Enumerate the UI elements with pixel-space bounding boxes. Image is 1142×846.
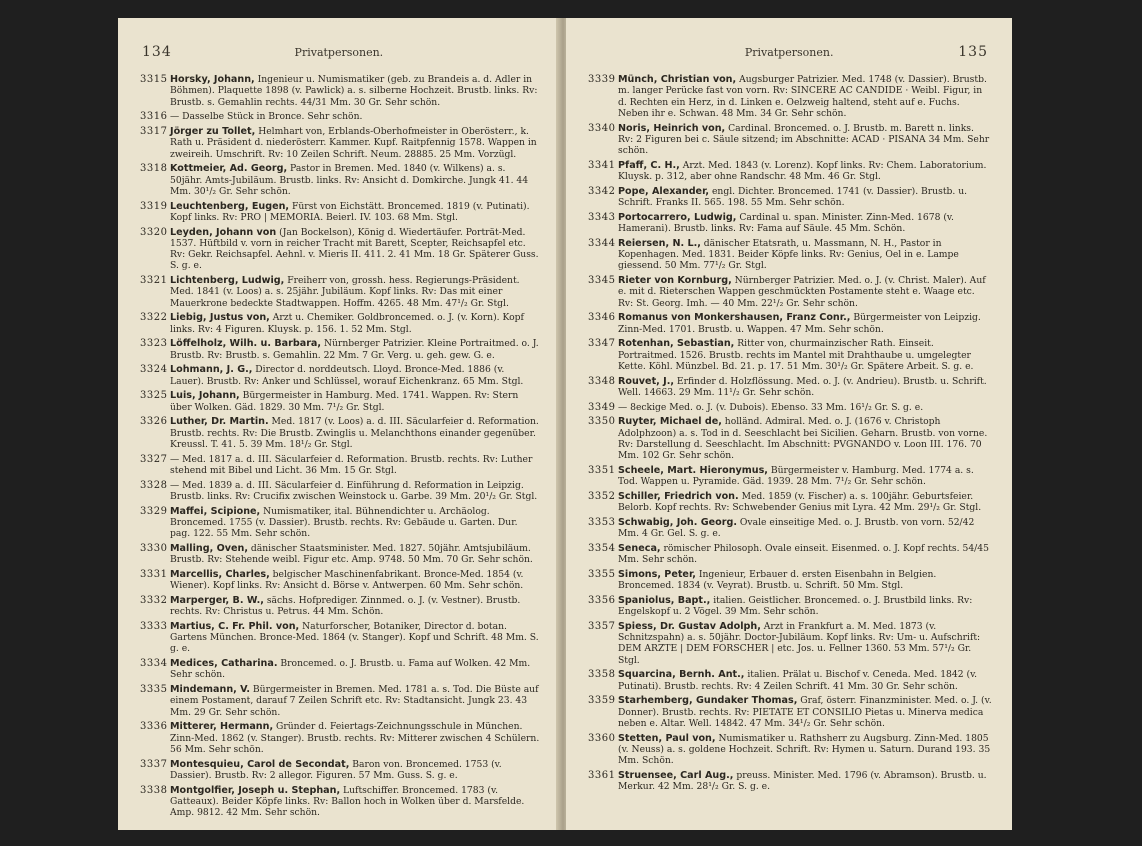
entry-text [618, 238, 992, 272]
entry-text [618, 123, 992, 157]
catalog-entry [588, 770, 992, 793]
catalog-entry [588, 695, 992, 729]
entry-text [618, 338, 992, 372]
catalog-entry [588, 160, 992, 183]
entry-person-name: Luther, Dr. Martin. [170, 416, 269, 428]
entry-description: Erfinder d. Holzflössung. Med. o. J. (v. Andrieu). Brustb. u. Schrift. Well. 14663. 29 Mm. 11¹/₂ Gr. Sehr schön. [618, 375, 987, 398]
entry-description: Arzt. Med. 1843 (v. Lorenz). Kopf links. Rv: Chem. Laboratorium. Kluysk. p. 312, aber ohne Randschr. 48 Mm. 46 Gr. Stgl. [618, 159, 987, 183]
entry-description: Director d. norddeutsch. Lloyd. Bronce-Med. 1886 (v. Lauer). Brustb. Rv: Anker und Schlüssel, worauf Eichenkranz. 65 Mm. Stgl. [170, 364, 524, 387]
entry-description: Med. 1859 (v. Fischer) a. s. 100jähr. Geburtsfeier. Belorb. Kopf rechts. Rv: Schwebender Genius mit Lyra. 42 Mm. 29¹/₂ Gr. Stgl. [618, 490, 982, 514]
entry-text [618, 517, 992, 540]
catalog-entry [588, 465, 992, 488]
entry-person-name: Medices, Catharina. [170, 658, 278, 670]
entry-description: Fürst von Eichstätt. Broncemed. 1819 (v. Putinati). Kopf links. Rv: PRO | MEMORIA. Beierl. IV. 103. 68 Mm. Stgl. [170, 200, 530, 223]
entry-number: 3326 [140, 416, 168, 428]
catalog-entry [140, 658, 540, 681]
entry-person-name: Rieter von Kornburg, [618, 275, 732, 287]
entry-number: 3318 [140, 163, 168, 175]
entry-description: Numismatiker u. Rathsherr zu Augsburg. Zinn-Med. 1805 (v. Neuss) a. s. goldene Hochzeit. Schrift. Rv: Hymen u. Saturn. Durand 193. 35 Mm. Schön. [618, 732, 991, 767]
entry-description: Arzt u. Chemiker. Goldbroncemed. o. J. (v. Korn). Kopf links. Rv: 4 Figuren. Kluysk. p. 156. 1. 52 Mm. Stgl. [170, 312, 524, 335]
entry-text [170, 569, 540, 592]
entry-number: 3343 [588, 211, 616, 223]
catalog-entry [140, 721, 540, 755]
catalog-entry [140, 111, 540, 122]
entry-person-name: Marperger, B. W., [170, 594, 264, 606]
entry-text [618, 186, 992, 209]
entry-person-name: Jörger zu Tollet, [170, 125, 256, 137]
entry-text [170, 163, 540, 197]
entry-person-name: Rotenhan, Sebastian, [618, 338, 735, 350]
entry-person-name: Starhemberg, Gundaker Thomas, [618, 695, 798, 707]
entry-number: 3321 [140, 275, 168, 287]
entry-number: 3335 [140, 684, 168, 696]
entry-text [618, 569, 992, 592]
entry-person-name: Kottmeier, Ad. Georg, [170, 163, 288, 175]
entry-text [170, 126, 540, 160]
entry-number: 3350 [588, 416, 616, 428]
entry-description: italien. Prälat u. Bischof v. Ceneda. Med. 1842 (v. Putinati). Brustb. rechts. Rv: 4 Zeilen Schrift. 41 Mm. 30 Gr. Sehr schön. [618, 669, 978, 692]
entry-person-name: Horsky, Johann, [170, 74, 255, 85]
entry-number: 3341 [588, 159, 616, 171]
entry-number: 3337 [140, 758, 168, 770]
entry-number: 3339 [588, 74, 616, 85]
catalog-entry [588, 123, 992, 157]
entry-description: engl. Dichter. Broncemed. 1741 (v. Dassier). Brustb. u. Schrift. Franks II. 565. 198. 55 Mm. Sehr schön. [618, 185, 968, 209]
entry-number: 3323 [140, 338, 168, 350]
catalog-entry [588, 543, 992, 566]
entry-description: Nürnberger Patrizier. Kleine Portraitmed. o. J. Brustb. Rv: Brustb. s. Gemahlin. 22 Mm. 7 Gr. Verg. u. geh. gew. G. e. [170, 338, 539, 361]
entry-text [618, 669, 992, 692]
entry-number: 3344 [588, 237, 616, 249]
catalog-entry [588, 595, 992, 618]
catalog-entry [588, 212, 992, 235]
entry-number: 3348 [588, 375, 616, 387]
entry-description: Ingenieur u. Numismatiker (geb. zu Brandeis a. d. Adler in Böhmen). Plaquette 1898 (v. Pawlick) a. s. silberne Hochzeit. Brustb. links. Rv: Brustb. s. Gemahlin rechts. 44/31 Mm. 30 Gr. Sehr schön. [170, 74, 538, 108]
entry-person-name: Seneca, [618, 542, 661, 554]
entry-person-name: Simons, Peter, [618, 568, 696, 580]
entry-description: römischer Philosoph. Ovale einseit. Eisenmed. o. J. Kopf rechts. 54/45 Mm. Sehr schön. [618, 542, 989, 566]
catalog-entry [140, 684, 540, 718]
catalog-entry [588, 338, 992, 372]
entry-person-name: Schiller, Friedrich von. [618, 490, 739, 502]
entry-person-name: Pfaff, C. H., [618, 159, 680, 171]
entry-description: — Dasselbe Stück in Bronce. Sehr schön. [170, 111, 363, 123]
entry-number: 3328 [140, 479, 168, 491]
entry-person-name: Marcellis, Charles, [170, 568, 270, 580]
entry-number: 3355 [588, 568, 616, 580]
catalog-entry [588, 733, 992, 767]
entry-number: 3334 [140, 658, 168, 670]
entry-text [170, 785, 540, 819]
entry-description: Helmhart von, Erblands-Oberhofmeister in Oberösterr., k. Rath u. Präsident d. niederösterr. Kammer. Kupf. Raitpfennig 1578. Wappen in zweireih. Umschrift. Rv: 10 Zeilen Schrift. Neum. 28885. 25 Mm. Vorzügl. [170, 125, 537, 160]
entry-description: belgischer Maschinenfabrikant. Bronce-Med. 1854 (v. Wiener). Kopf links. Rv: Ansicht d. Börse v. Antwerpen. 60 Mm. Sehr schön. [170, 568, 524, 592]
entry-text [170, 721, 540, 755]
entry-number: 3332 [140, 594, 168, 606]
entry-description: Naturforscher, Botaniker, Director d. botan. Gartens München. Bronce-Med. 1864 (v. Stanger). Kopf und Schrift. 48 Mm. S. g. e. [170, 620, 539, 655]
entry-text [618, 733, 992, 767]
entry-person-name: Montgolfier, Joseph u. Stephan, [170, 784, 341, 796]
entry-number: 3330 [140, 542, 168, 554]
entry-number: 3347 [588, 338, 616, 350]
entry-person-name: Ruyter, Michael de, [618, 416, 722, 428]
entry-text [170, 227, 540, 272]
right-page-number: 135 [958, 44, 988, 60]
entry-description: Cardinal. Broncemed. o. J. Brustb. m. Barett n. links. Rv: 2 Figuren bei c. Säule sitzend; im Abschnitte: ACAD · PISANA 34 Mm. Sehr schön. [618, 122, 990, 157]
entry-text [618, 402, 992, 413]
entry-person-name: Montesquieu, Carol de Secondat, [170, 758, 350, 770]
entry-text [170, 543, 540, 566]
right-page-title: Privatpersonen. [744, 46, 834, 59]
entry-text [170, 416, 540, 450]
left-page-number: 134 [142, 44, 172, 60]
entry-person-name: Rouvet, J., [618, 375, 674, 387]
entry-description: (Jan Bockelson), König d. Wiedertäufer. Porträt-Med. 1537. Hüftbild v. vorn in reicher Tracht mit Barett, Scepter, Reichsapfel etc. Rv: Gekr. Reichsapfel. Aehnl. v. Mieris II. 411. 2. 41 Mm. 18 Gr. Späterer Guss. S. g. e. [170, 226, 539, 272]
entry-description: Numismatiker, ital. Bühnendichter u. Archäolog. Broncemed. 1755 (v. Dassier). Brustb. rechts. Rv: Gebäude u. Garten. Dur. pag. 122. 55 Mm. Sehr schön. [170, 505, 518, 540]
entry-person-name: Münch, Christian von, [618, 74, 737, 85]
entry-text [618, 595, 992, 618]
entry-description: Med. 1817 (v. Loos) a. d. III. Säcularfeier d. Reformation. Brustb. rechts. Rv: Die Brustb. Zwinglis u. Melanchthons einander gegenüber. Kreussl. T. 41. 5. 39 Mm. 18¹/₂ Gr. Stgl. [170, 416, 539, 450]
entry-person-name: Mitterer, Hermann, [170, 721, 274, 733]
entry-text [618, 770, 992, 793]
left-running-head [142, 44, 536, 64]
entry-number: 3349 [588, 401, 616, 413]
entry-person-name: Mindemann, V. [170, 684, 250, 696]
entry-number: 3320 [140, 226, 168, 238]
entry-description: Ovale einseitige Med. o. J. Brustb. von vorn. 52/42 Mm. 4 Gr. Gel. S. g. e. [618, 516, 975, 540]
entry-text [170, 595, 540, 618]
entry-number: 3345 [588, 275, 616, 287]
right-page [566, 18, 1012, 830]
entry-text [170, 658, 540, 681]
entry-description: Cardinal u. span. Minister. Zinn-Med. 1678 (v. Hamerani). Brustb. links. Rv: Fama auf Säule. 45 Mm. Schön. [618, 211, 954, 235]
entry-text [170, 111, 540, 122]
left-entry-list [140, 74, 540, 822]
entry-person-name: Leuchtenberg, Eugen, [170, 200, 290, 212]
entry-person-name: Maffei, Scipione, [170, 505, 261, 517]
catalog-entry [588, 517, 992, 540]
entry-person-name: Lichtenberg, Ludwig, [170, 275, 285, 287]
entry-description: Ritter von, churmainzischer Rath. Einseit. Portraitmed. 1526. Brustb. rechts im Mantel mit Drahthaube u. umgelegter Kette. Köhl. Münzbel. Bd. 21. p. 17. 51 Mm. 30¹/₂ Gr. Spätere Arbeit. S. g. e. [618, 338, 974, 372]
entry-number: 3338 [140, 784, 168, 796]
entry-person-name: Martius, C. Fr. Phil. von, [170, 620, 300, 632]
entry-number: 3346 [588, 312, 616, 324]
entry-description: dänischer Staatsminister. Med. 1827. 50jähr. Amtsjubiläum. Brustb. Rv: Stehende weibl. Figur etc. Amp. 9748. 50 Mm. 70 Gr. Sehr schön. [170, 542, 533, 566]
catalog-entry [140, 163, 540, 197]
catalog-entry [140, 569, 540, 592]
entry-person-name: Pope, Alexander, [618, 185, 710, 197]
entry-person-name: Spaniolus, Bapt., [618, 594, 711, 606]
catalog-entry [140, 126, 540, 160]
catalog-entry [588, 312, 992, 335]
catalog-entry [140, 312, 540, 335]
entry-description: Baron von. Broncemed. 1753 (v. Dassier). Brustb. Rv: 2 allegor. Figuren. 57 Mm. Guss. S. g. e. [170, 758, 502, 781]
entry-description: Graf, österr. Finanzminister. Med. o. J. (v. Donner). Brustb. rechts. Rv: PIETATE ET CONSILIO Pietas u. Minerva medica neben e. Altar. Well. 14842. 47 Mm. 34¹/₂ Gr. Sehr schön. [618, 695, 992, 729]
entry-description: italien. Geistlicher. Broncemed. o. J. Brustbild links. Rv: Engelskopf u. 2 Vögel. 39 Mm. Sehr schön. [618, 594, 973, 618]
entry-description: dänischer Etatsrath, u. Massmann, N. H., Pastor in Kopenhagen. Med. 1831. Beider Köpfe links. Rv: Genius, Oel in e. Lampe giessend. 50 Mm. 77¹/₂ Gr. Stgl. [618, 237, 959, 272]
entry-person-name: Struensee, Carl Aug., [618, 769, 734, 781]
entry-description: — 8eckige Med. o. J. (v. Dubois). Ebenso. 33 Mm. 16¹/₂ Gr. S. g. e. [618, 401, 924, 413]
entry-text [618, 621, 992, 666]
entry-number: 3352 [588, 490, 616, 502]
entry-text [618, 312, 992, 335]
catalog-entry [588, 402, 992, 413]
entry-description: Bürgermeister v. Hamburg. Med. 1774 a. s. Tod. Wappen u. Pyramide. Gäd. 1939. 28 Mm. 7¹/₂ Gr. Sehr schön. [618, 464, 974, 488]
entry-text [170, 338, 540, 361]
entry-number: 3360 [588, 732, 616, 744]
entry-person-name: Stetten, Paul von, [618, 732, 716, 744]
entry-text [618, 275, 992, 309]
entry-person-name: Leyden, Johann von [170, 226, 277, 238]
entry-number: 3317 [140, 125, 168, 137]
right-running-head [590, 44, 988, 64]
entry-description: Nürnberger Patrizier. Med. o. J. (v. Christ. Maler). Auf e. mit d. Rieterschen Wappen geschmückten Postamente steht e. Waage etc. Rv: St. Georg. Imh. — 40 Mm. 22¹/₂ Gr. Sehr schön. [618, 275, 986, 309]
entry-number: 3357 [588, 620, 616, 632]
entry-text [618, 416, 992, 461]
catalog-entry [140, 759, 540, 782]
entry-text [170, 759, 540, 782]
entry-text [618, 160, 992, 183]
entry-number: 3358 [588, 669, 616, 681]
entry-text [170, 621, 540, 655]
entry-person-name: Spiess, Dr. Gustav Adolph, [618, 620, 761, 632]
entry-person-name: Malling, Oven, [170, 542, 248, 554]
entry-number: 3319 [140, 200, 168, 212]
entry-person-name: Scheele, Mart. Hieronymus, [618, 464, 768, 476]
entry-text [170, 201, 540, 224]
catalog-entry [140, 621, 540, 655]
entry-number: 3324 [140, 364, 168, 376]
entry-description: Ingenieur, Erbauer d. ersten Eisenbahn in Belgien. Broncemed. 1834 (v. Veyrat). Brustb. u. Schrift. 50 Mm. Stgl. [618, 568, 937, 592]
entry-description: sächs. Hofprediger. Zinnmed. o. J. (v. Vestner). Brustb. rechts. Rv: Christus u. Petrus. 44 Mm. Schön. [170, 594, 521, 618]
entry-number: 3336 [140, 721, 168, 733]
catalog-entry [140, 416, 540, 450]
entry-text [170, 390, 540, 413]
entry-description: holländ. Admiral. Med. o. J. (1676 v. Christoph Adolphzoon) a. s. Tod in d. Seeschlacht bei Sicilien. Geharn. Brustb. von vorne. Rv: Darstellung d. Seeschlacht. Im Abschnitt: PVGNANDO v. Loon III. 176. 70 Mm. 102 Gr. Sehr schön. [618, 416, 988, 462]
entry-person-name: Portocarrero, Ludwig, [618, 211, 737, 223]
entry-text [170, 74, 540, 108]
entry-person-name: Noris, Heinrich von, [618, 122, 726, 134]
entry-number: 3342 [588, 185, 616, 197]
catalog-entry [588, 186, 992, 209]
catalog-entry [588, 569, 992, 592]
entry-text [618, 465, 992, 488]
entry-person-name: Romanus von Monkershausen, Franz Conr., [618, 312, 851, 324]
entry-person-name: Lohmann, J. G., [170, 364, 253, 376]
entry-person-name: Luis, Johann, [170, 390, 240, 402]
entry-description: Luftschiffer. Broncemed. 1783 (v. Gatteaux). Beider Köpfe links. Rv: Ballon hoch in Wolken über d. Marsfelde. Amp. 9812. 42 Mm. Sehr schön. [170, 784, 525, 819]
catalog-entry [588, 669, 992, 692]
entry-person-name: Squarcina, Bernh. Ant., [618, 669, 745, 681]
entry-description: Bürgermeister in Hamburg. Med. 1741. Wappen. Rv: Stern über Wolken. Gäd. 1829. 30 Mm. 7¹/₂ Gr. Stgl. [170, 390, 519, 413]
entry-number: 3316 [140, 111, 168, 123]
entry-description: — Med. 1817 a. d. III. Säcularfeier d. Reformation. Brustb. rechts. Rv: Luther stehend mit Bibel und Licht. 36 Mm. 15 Gr. Stgl. [170, 453, 533, 476]
entry-person-name: Schwabig, Joh. Georg. [618, 516, 737, 528]
entry-text [170, 506, 540, 540]
entry-text [618, 491, 992, 514]
entry-text [170, 364, 540, 387]
entry-text [618, 543, 992, 566]
entry-description: Augsburger Patrizier. Med. 1748 (v. Dassier). Brustb. m. langer Perücke fast von vorn. Rv: SINCERE AC CANDIDE · Weibl. Figur, in d. Rechten ein Herz, in d. Linken e. Oelzweig haltend, steht auf e. Fuchs. Neben ihr e. Schwan. 48 Mm. 34 Gr. Sehr schön. [618, 74, 987, 119]
entry-description: Pastor in Bremen. Med. 1840 (v. Wilkens) a. s. 50jähr. Amts-Jubiläum. Brustb. links. Rv: Ansicht d. Domkirche. Jungk 41. 44 Mm. 30¹/₂ Gr. Sehr schön. [170, 163, 529, 197]
entry-description: preuss. Minister. Med. 1796 (v. Abramson). Brustb. u. Merkur. 42 Mm. 28¹/₂ Gr. S. g. e. [618, 769, 987, 793]
catalog-entry [588, 491, 992, 514]
entry-number: 3353 [588, 516, 616, 528]
entry-text [618, 376, 992, 399]
entry-text [618, 695, 992, 729]
entry-person-name: Löffelholz, Wilh. u. Barbara, [170, 338, 322, 350]
catalog-entry [588, 74, 992, 119]
catalog-entry [140, 480, 540, 503]
catalog-entry [140, 364, 540, 387]
catalog-entry [140, 201, 540, 224]
entry-text [170, 684, 540, 718]
entry-person-name: Liebig, Justus von, [170, 312, 270, 324]
entry-description: Bürgermeister von Leipzig. Zinn-Med. 1701. Brustb. u. Wappen. 47 Mm. Sehr schön. [618, 312, 981, 335]
catalog-entry [588, 416, 992, 461]
catalog-entry [140, 227, 540, 272]
entry-number: 3359 [588, 695, 616, 707]
entry-text [618, 212, 992, 235]
entry-description: Gründer d. Feiertags-Zeichnungsschule in München. Zinn-Med. 1862 (v. Stanger). Brustb. rechts. Rv: Mitterer zwischen 4 Schülern. 56 Mm. Sehr schön. [170, 721, 540, 755]
entry-number: 3331 [140, 568, 168, 580]
catalog-entry [140, 543, 540, 566]
entry-person-name: Reiersen, N. L., [618, 237, 701, 249]
catalog-entry [588, 376, 992, 399]
entry-description: Arzt in Frankfurt a. M. Med. 1873 (v. Schnitzspahn) a. s. 50jähr. Doctor-Jubiläum. Kopf links. Rv: Um- u. Aufschrift: DEM ARZTE | DEM FORSCHER | etc. Jos. u. Fellner 1360. 53 Mm. 57¹/₂ Gr. Stgl. [618, 620, 981, 666]
entry-number: 3333 [140, 620, 168, 632]
catalog-entry [140, 74, 540, 108]
entry-number: 3327 [140, 453, 168, 465]
entry-number: 3315 [140, 74, 168, 85]
catalog-entry [588, 275, 992, 309]
entry-number: 3322 [140, 312, 168, 324]
entry-description: Broncemed. o. J. Brustb. u. Fama auf Wolken. 42 Mm. Sehr schön. [170, 658, 531, 681]
entry-number: 3361 [588, 769, 616, 781]
entry-number: 3351 [588, 464, 616, 476]
catalog-entry [140, 785, 540, 819]
catalog-entry [588, 621, 992, 666]
right-entry-list [588, 74, 992, 796]
entry-number: 3329 [140, 505, 168, 517]
entry-number: 3354 [588, 542, 616, 554]
entry-number: 3340 [588, 122, 616, 134]
entry-number: 3325 [140, 390, 168, 402]
entry-text [170, 275, 540, 309]
catalog-entry [140, 390, 540, 413]
entry-text [170, 312, 540, 335]
entry-description: — Med. 1839 a. d. III. Säcularfeier d. Einführung d. Reformation in Leipzig. Brustb. links. Rv: Crucifix zwischen Weinstock u. Garbe. 39 Mm. 20¹/₂ Gr. Stgl. [170, 479, 538, 502]
entry-number: 3356 [588, 594, 616, 606]
catalog-entry [588, 238, 992, 272]
entry-description: Bürgermeister in Bremen. Med. 1781 a. s. Tod. Die Büste auf einem Postament, darauf 7 Zeilen Schrift etc. Rv: Stadtansicht. Jungk 23. 43 Mm. 29 Gr. Sehr schön. [170, 684, 539, 718]
catalog-entry [140, 338, 540, 361]
entry-text [618, 74, 992, 119]
left-page-title: Privatpersonen. [294, 46, 384, 59]
catalog-entry [140, 506, 540, 540]
entry-text [170, 480, 540, 503]
catalog-entry [140, 275, 540, 309]
entry-text [170, 454, 540, 477]
entry-description: Freiherr von, grossh. hess. Regierungs-Präsident. Med. 1841 (v. Loos) a. s. 25jähr. Jubiläum. Kopf links. Rv: Das mit einer Mauerkrone bedeckte Stadtwappen. Hoffm. 4265. 48 Mm. 47¹/₂ Gr. Stgl. [170, 275, 520, 309]
catalog-entry [140, 595, 540, 618]
catalog-entry [140, 454, 540, 477]
left-page [118, 18, 560, 830]
